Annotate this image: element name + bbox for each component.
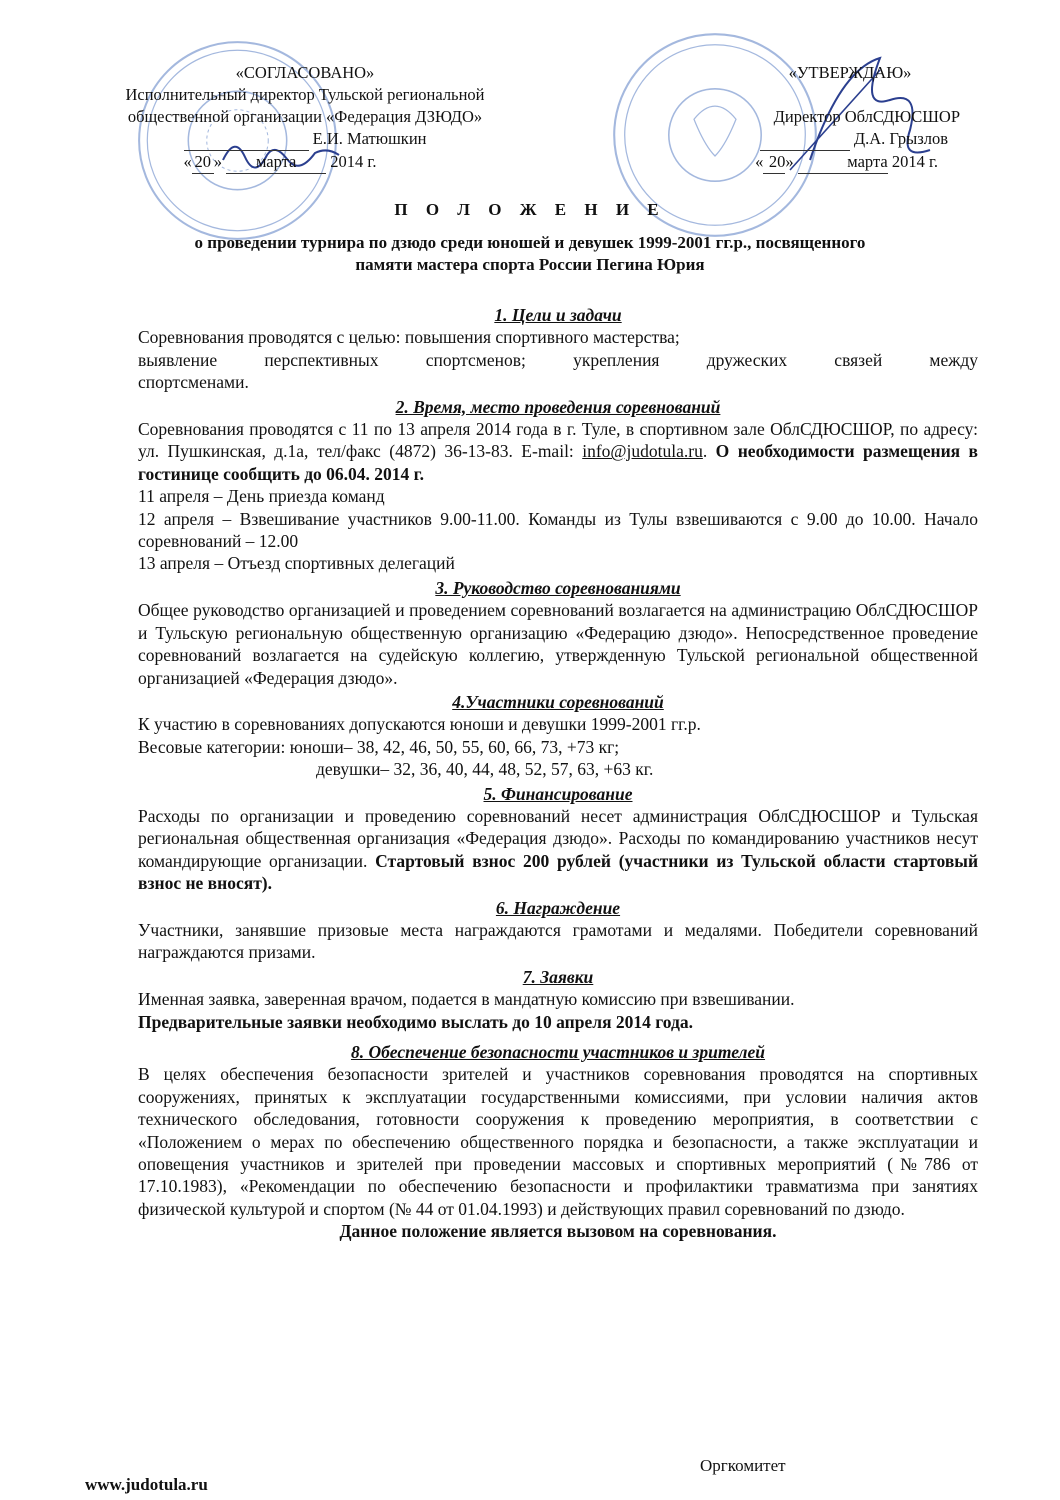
- section-7-heading: 7. Заявки: [522, 966, 594, 987]
- agreed-date-month: марта: [226, 151, 326, 174]
- section-8-text: В целях обеспечения безопасности зрителей и участников соревнования проводятся на спортивных сооружениях, принятых к эксплуатации государственными комиссиями, при условии наличия актов технического обследования, готовности сооружения к проведению мероприятия, в соответствии с «Положением о мерах по обеспечению общественного порядка и безопасности, а также эксплуатации и оповещения участников и зрителей при проведении массовых и спортивных мероприятий (№786 от 17.10.1983), «Рекомендации по обеспечению безопасности и профилактики травматизма при занятиях физической культурой и спортом (№ 44 от 01.04.1993) и действующих правил соревнований по дзюдо.: [138, 1064, 978, 1219]
- section-7-text: Именная заявка, заверенная врачом, подается в мандатную комиссию при взвешивании.: [138, 989, 795, 1010]
- agreed-position-line1: Исполнительный директор Тульской региональной: [125, 85, 485, 104]
- section-6-heading: 6. Награждение: [495, 897, 621, 918]
- agreed-title: «СОГЛАСОВАНО»: [235, 63, 375, 82]
- weight-categories-girls: девушки– 32, 36, 40, 44, 48, 52, 57, 63, +63 кг.: [316, 759, 654, 780]
- organizing-committee: Оргкомитет: [700, 1456, 786, 1475]
- closing-statement: Данное положение является вызовом на соревнования.: [339, 1221, 777, 1242]
- section-1-text-2: выявление перспективных спортсменов; укрепления дружеских связей между: [138, 349, 978, 370]
- section-7-deadline: Предварительные заявки необходимо выслать до 10 апреля 2014 года.: [138, 1011, 694, 1032]
- hotel-notice: О необходимости размещения в гостинице сообщить до 06.04. 2014 г.: [138, 441, 979, 484]
- section-3-heading: 3. Руководство соревнованиями: [435, 577, 681, 598]
- approval-block-agreed: [70, 62, 540, 174]
- section-1-text-3: спортсменами.: [138, 372, 249, 393]
- approved-date-day: 20: [763, 151, 785, 174]
- section-2-text: Соревнования проводятся с 11 по 13 апреля 2014 года в г. Туле, в спортивном зале ОблСДЮСШОР, по адресу: ул. Пушкинская, д.1а, тел/факс (4872) 36-13-83. E-mail: info@judotula.ru. О необходимости размещения в гостинице сообщить до 06.04. 2014 г.: [138, 419, 979, 484]
- agreed-signature-line: [184, 128, 309, 151]
- approved-position: Директор ОблСДЮСШОР: [773, 107, 960, 126]
- section-4-heading: 4.Участники соревнований: [452, 691, 664, 712]
- approved-date-month: марта: [798, 151, 888, 174]
- document-subtitle: о проведении турнира по дзюдо среди юношей и девушек 1999-2001 гг.р., посвященного памяти мастера спорта России Пегина Юрия: [194, 233, 866, 274]
- section-6-text: Участники, занявшие призовые места награждаются грамотами и медалями. Победители соревнований награждаются призами.: [138, 919, 978, 963]
- section-1-heading: 1. Цели и задачи: [494, 305, 622, 325]
- approval-block-approved: [690, 62, 960, 174]
- agreed-date-year: 2014 г.: [330, 152, 377, 171]
- agreed-position-line2: общественной организации «Федерация ДЗЮДО»: [127, 107, 483, 126]
- section-3-text: Общее руководство организацией и проведением соревнований возлагается на администрацию ОблСДЮСШОР и Тульскую региональную общественную организацию «Федерацию дзюдо». Непосредственное проведение соревнований возлагается на судейскую коллегию, утвержденную Тульской региональной общественной организацией «Федерация дзюдо».: [138, 600, 978, 688]
- agreed-signer-line: [70, 128, 540, 151]
- approved-date: « 20» марта 2014 г.: [690, 151, 960, 174]
- section-2-heading: 2. Время, место проведения соревнований: [395, 396, 721, 417]
- approved-title: «УТВЕРЖДАЮ»: [788, 63, 912, 82]
- document-title: П О Л О Ж Е Н И Е: [394, 200, 666, 219]
- approved-signer: Д.А. Грызлов: [853, 129, 948, 148]
- schedule-day-1: 11 апреля – День приезда команд: [138, 486, 385, 507]
- approved-date-year: 2014 г.: [891, 152, 938, 171]
- approved-signature-line: [760, 128, 850, 151]
- schedule-day-3: 13 апреля – Отъезд спортивных делегаций: [138, 553, 455, 574]
- section-8-heading: 8. Обеспечение безопасности участников и зрителей: [350, 1042, 766, 1062]
- entry-fee: Стартовый взнос 200 рублей: [375, 850, 611, 871]
- section-4-text: К участию в соревнованиях допускаются юноши и девушки 1999-2001 гг.р.: [138, 714, 701, 735]
- agreed-signer: Е.И. Матюшкин: [312, 129, 427, 148]
- weight-categories-boys: Весовые категории: юноши– 38, 42, 46, 50, 55, 60, 66, 73, +73 кг;: [138, 736, 620, 757]
- email-link[interactable]: info@judotula.ru: [582, 441, 703, 462]
- section-1-text: Соревнования проводятся с целью: повышения спортивного мастерства;: [138, 327, 680, 348]
- approved-signer-line: [690, 128, 960, 151]
- document-body: [138, 302, 978, 1243]
- agreed-date: « 20 » марта 2014 г.: [70, 151, 540, 174]
- section-5-text: Расходы по организации и проведению соревнований несет администрация ОблСДЮСШОР и Тульская региональная общественная организация «Федерация дзюдо». Расходы по командированию участников несут командирующие организации. Стартовый взнос 200 рублей (участники из Тульской области стартовый взнос не вносят).: [138, 805, 979, 894]
- website-link[interactable]: www.judotula.ru: [85, 1475, 208, 1494]
- section-5-heading: 5. Финансирование: [483, 783, 633, 804]
- schedule-day-2: 12 апреля – Взвешивание участников 9.00-11.00. Команды из Тулы взвешиваются с 9.00 до 10.00. Начало соревнований – 12.00: [138, 508, 978, 552]
- agreed-date-day: 20: [192, 151, 214, 174]
